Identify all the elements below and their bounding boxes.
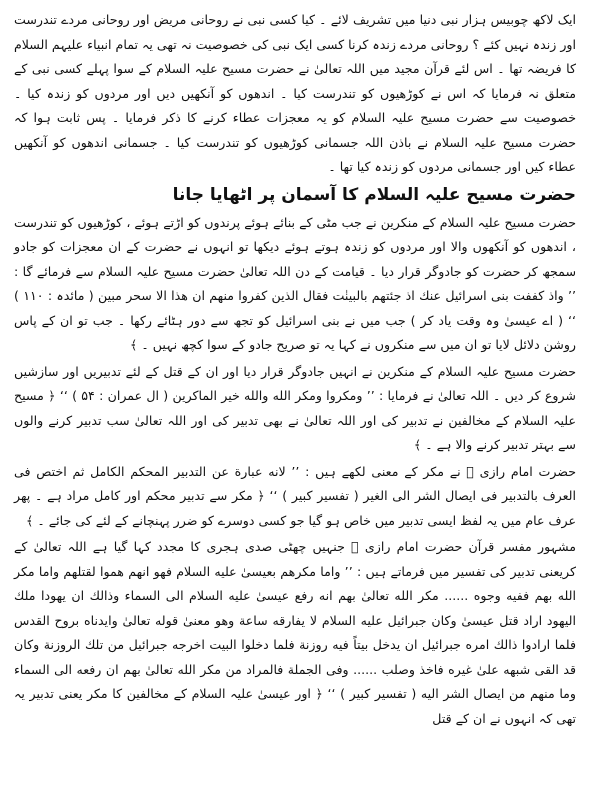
paragraph-3: حضرت امام رازی ﷫ نے مکر کے معنی لکھے ہیں : ’’ لانه عبارة عن التدبير المحكم الكامل ثم اختص فى العرف بالتدبير فى ايصال الشر الى الغير ( تفسير كبير ) ‘‘ ﴿ مکر سے تدبیر محکم اور کامل مراد ہے ۔ پھر عرف عام میں یہ لفظ ایسی تدبیر میں خاص ہو گیا جو کسی دوسرے کو ضرر پہنچانے کے لئے کی جائے ۔ ﴾ [14,463,576,528]
section-heading: حضرت مسیح علیہ السلام کا آسمان پر اٹھایا جانا [172,184,576,205]
intro-paragraph: ایک لاکھ چوبیس ہزار نبی دنیا میں تشریف لائے ۔ کیا کسی نبی نے روحانی مریض اور روحانی مردے تندرست اور زندہ نہیں کئے ؟ روحانی مردے زندہ کرنا کسی ایک نبی کی خصوصیت نہ تھی یہ تمام انبیاء علیہم السلام کا فریضہ تھا ۔ اس لئے قرآن مجید میں اللہ تعالیٰ نے حضرت مسیح علیہ السلام کے سوا پہلے کسی نبی کے متعلق نہ فرمایا کہ اس نے کوڑھیوں کو تندرست کیا ۔ اندھوں کو آنکھیں دیں اور مردوں کو زندہ کیا ۔ خصوصیت سے حضرت مسیح علیہ السلام کو یہ معجزات عطاء کرنے کا ذکر فرمایا ۔ پس ثابت ہوا کہ حضرت مسیح علیہ السلام نے باذن اللہ جسمانی کوڑھیوں کو تندرست کیا ۔ جسمانی اندھوں کو آنکھیں عطاء کیں اور جسمانی مردوں کو زندہ کیا تھا ۔ [14,12,576,174]
paragraph-1: حضرت مسیح علیہ السلام کے منکرین نے جب مٹی کے بنائے ہوئے پرندوں کو اڑتے ہوئے ، کوڑھیوں کو تندرست ، اندھوں کو آنکھوں والا اور مردوں کو زندہ ہوتے ہوئے دیکھا تو انہوں نے حضرت کے ان معجزات کو جادو سمجھ کر حضرت کو جادوگر قرار دیا ۔ قیامت کے دن اللہ تعالیٰ حضرت مسیح علیہ السلام سے فرمائے گا : ’’ واذ كففت بنى اسرائيل عنك اذ جئتهم بالبينٰت فقال الذين كفروا منهم ان هذا الا سحر مبين ( مائدہ : ۱۱۰ ) ‘‘ ( اے عیسیٰ وہ وقت یاد کر ) جب میں نے بنی اسرائیل کو تجھ سے دور ہٹائے رکھا ۔ جب تو ان کے پاس روشن دلائل لایا تو ان میں سے منکروں نے کہا یہ تو صریح جادو کے سوا کچھ نہیں ۔ ﴾ [14,214,576,352]
paragraph-4: مشہور مفسر قرآن حضرت امام رازی ﷫ جنہیں چھٹی صدی ہجری کا مجدد کہا گیا ہے اللہ تعالیٰ کے کریعنی تدبیر کی تفسیر میں فرماتے ہیں : ’’ واما مكرهم بعيسىٰ عليه السلام فهو انهم هموا لقتلهم واما مكر الله بهم ففيه وجوه ...... مكر الله تعالىٰ بهم انه رفع عيسىٰ عليه السلام الى السماء وذالك ان يهودا ملك اليهود اراد قتل عيسىٰ وكان جبرائيل عليه السلام لا يفارقه ساعة وهو معنىٰ قوله تعالىٰ وايدناه بروح القدس فلما ارادوا ذالك امره جبرائيل ان يدخل بيتاً فيه روزنة فلما دخلوا البيت اخرجه جبرائيل من تلك الروزنة وكان قد القى شبهه علىٰ غيره فاخذ وصلب ...... وفى الجملة فالمراد من مكر الله تعالىٰ بهم ان رفعه الى السماء وما منهم من ايصال الشر اليه ( تفسير كبير ) ‘‘ ﴿ اور عیسیٰ علیہ السلام کے مخالفین کا مکر یعنی تدبیر یہ تھی کہ انہوں نے ان کے قتل [14,539,576,726]
paragraph-2: حضرت مسیح علیہ السلام کے منکرین نے انہیں جادوگر قرار دیا اور ان کے قتل کے لئے تدبیریں اور سازشیں شروع کر دیں ۔ اللہ تعالیٰ نے فرمایا : ’’ ومكروا ومكر الله والله خير الماكرين ( ال عمران : ۵۴ ) ‘‘ ﴿ مسیح علیہ السلام کے مخالفین نے تدبیر کی اور اللہ تعالیٰ نے بھی تدبیر کی اور اللہ تعالیٰ سب تدبیر کرنے والوں سے بہتر تدبیر کرنے والا ہے ۔ ﴾ [14,363,576,452]
